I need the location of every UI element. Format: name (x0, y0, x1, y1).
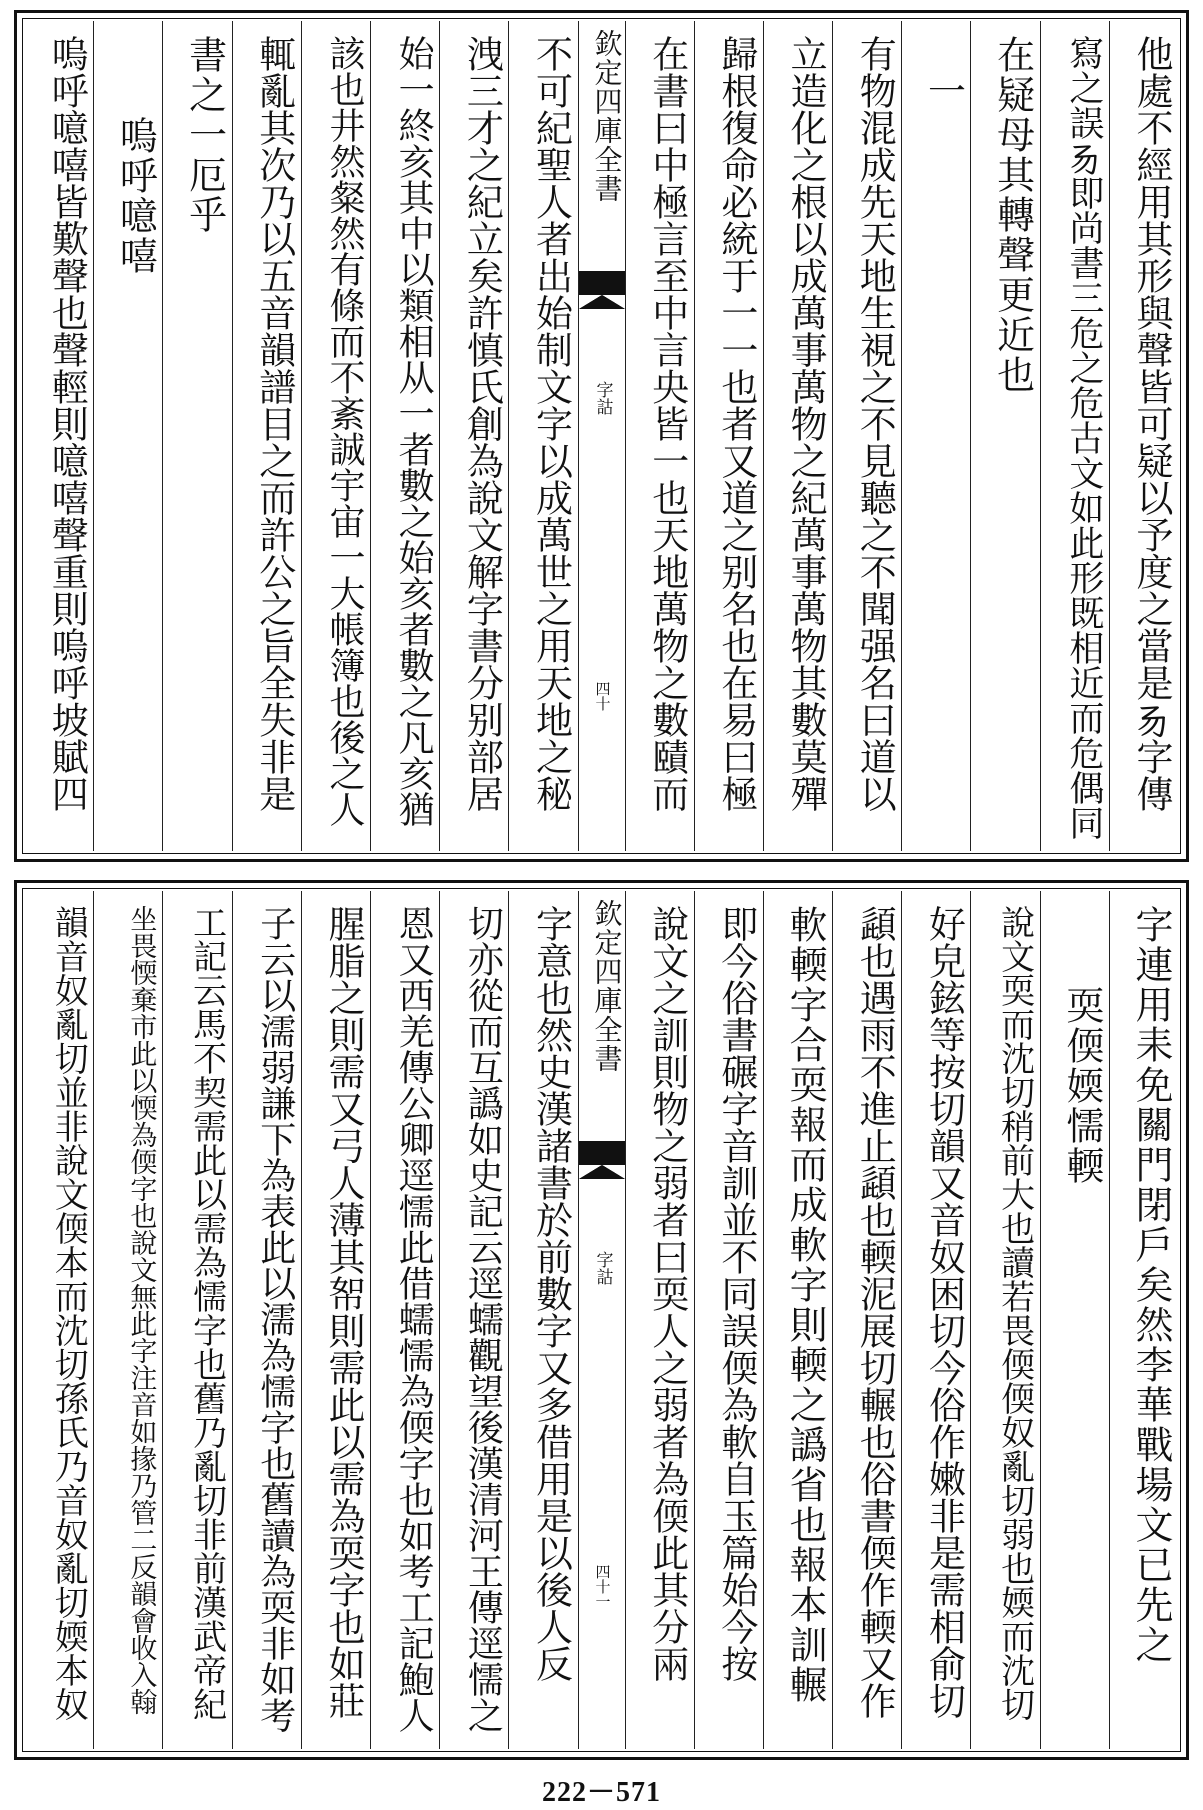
column-text: 在疑母其轉聲更近也 (990, 35, 1035, 395)
column-text: 恩又西羌傳公卿逕懦此借蠕懦為偄字也如考工記鮑人 (393, 905, 435, 1733)
column-text: 好皃鉉等按切韻又音奴困切今俗作嫩非是需相俞切 (922, 905, 966, 1719)
text-column (694, 21, 763, 851)
text-column (901, 891, 970, 1749)
column-text: 輒亂其次乃以五音韻譜目之而許公之旨全失非是 (252, 35, 296, 812)
column-text: 他處不經用其形與聲皆可疑以予度之當是𠃓字傳 (1130, 35, 1173, 812)
text-column (439, 21, 508, 851)
text-column (970, 891, 1039, 1749)
column-text: 有物混成先天地生視之不見聽之不聞强名曰道以 (853, 35, 897, 812)
column-text: 坐畏愞棄市此以愞為偄字也說文無此字注音如掾乃管二反韻會收入翰 (125, 905, 157, 1715)
text-column (694, 891, 763, 1749)
column-text: 一 (921, 71, 966, 111)
column-text: 工記云馬不契需此以需為懦字也舊乃亂切非前漢武帝紀 (186, 905, 227, 1721)
text-column (832, 21, 901, 851)
column-text: 書之一厄乎 (182, 35, 227, 235)
text-column (25, 891, 93, 1749)
text-column (1109, 21, 1178, 851)
fish-tail-mark (579, 1141, 625, 1165)
text-column (763, 21, 832, 851)
spine-title: 欽定四庫全書 (590, 899, 624, 1073)
text-column (508, 21, 577, 851)
spine-subtitle: 字詁 (592, 381, 613, 415)
text-column (901, 21, 970, 851)
spine-page-number: 四十 (593, 681, 612, 711)
top-page (14, 10, 1189, 862)
column-text: 始一終亥其中以類相从一者數之始亥者數之凡亥猶 (393, 35, 435, 827)
spine-subtitle: 字詁 (592, 1251, 613, 1285)
text-column (232, 891, 301, 1749)
text-column (93, 21, 162, 851)
column-text: 不可紀聖人者出始制文字以成萬世之用天地之秘 (529, 35, 573, 812)
text-column (625, 21, 694, 851)
page-spine (578, 891, 625, 1749)
page-spine (578, 21, 625, 851)
text-column (370, 21, 439, 851)
column-text: 立造化之根以成萬事萬物之紀萬事萬物其數莫殫 (784, 35, 828, 812)
text-column (970, 21, 1039, 851)
spine-title: 欽定四庫全書 (590, 29, 624, 203)
column-text: 字意也然史漢諸書於前數字又多借用是以後人反 (529, 905, 573, 1682)
bottom-page (14, 880, 1189, 1760)
column-text: 說文之訓則物之弱者曰耎人之弱者為偄此其分兩 (645, 905, 689, 1682)
text-column (439, 891, 508, 1749)
text-column (1040, 891, 1109, 1749)
column-text: 寫之誤𠃓即尚書三危之危古文如此形既相近而危偶同 (1063, 35, 1104, 840)
text-column (370, 891, 439, 1749)
text-column (301, 891, 370, 1749)
text-column (162, 891, 231, 1749)
column-text: 軟輭字合耎報而成軟字則輭之譌省也報本訓輾 (783, 905, 828, 1705)
text-column (832, 891, 901, 1749)
text-column (1109, 891, 1178, 1749)
column-text: 即今俗書碾字音訓並不同誤偄為軟自玉篇始今按 (714, 905, 758, 1682)
top-page-columns (25, 21, 1178, 851)
spine-page-number: 四十一 (593, 1564, 612, 1609)
column-text: 字連用耒免關門閉戶矣然李華戰場文已先之 (1129, 905, 1173, 1665)
column-text: 說文耎而沈切稍前大也讀若畏偄偄奴亂切弱也媆而沈切 (994, 905, 1035, 1721)
text-column (508, 891, 577, 1749)
column-text: 洩三才之紀立矣許慎氏創為說文解字書分别部居 (460, 35, 504, 812)
text-column (162, 21, 231, 851)
column-text: 歸根復命必統于一一也者又道之别名也在易曰極 (714, 35, 758, 812)
text-column (625, 891, 694, 1749)
column-text: 嗚呼噫嘻 (113, 116, 158, 276)
text-column (1040, 21, 1109, 851)
text-column (763, 891, 832, 1749)
fish-tail-mark (579, 271, 625, 295)
column-text: 嗚呼噫嘻皆歎聲也聲輕則噫嘻聲重則嗚呼坡賦四 (45, 35, 89, 812)
column-text: 子云以濡弱謙下為表此以濡為懦字也舊讀為耎非如考 (254, 905, 296, 1733)
text-column (25, 21, 93, 851)
column-text: 耎偄媆懦輭 (1059, 986, 1104, 1186)
text-column (93, 891, 162, 1749)
page-footer-number: 222－571 (541, 1777, 661, 1808)
text-column (301, 21, 370, 851)
column-text: 頿也遇雨不進止頿也輭泥展切輾也俗書偄作輭又作 (853, 905, 897, 1719)
column-text: 韻音奴亂切並非說文偄本而沈切孫氏乃音奴亂切媆本奴 (48, 905, 89, 1721)
bottom-page-columns (25, 891, 1178, 1749)
column-text: 切亦從而互譌如史記云逕蠕觀望後漢清河王傳逕懦之 (462, 905, 504, 1733)
column-text: 在書曰中極言至中言央皆一也天地萬物之數賾而 (645, 35, 689, 812)
column-text: 該也井然粲然有條而不紊誠宇宙一大帳簿也後之人 (323, 35, 365, 827)
column-text: 腥脂之則需又弓人薄其帤則需此以需為耎字也如莊 (321, 905, 365, 1719)
text-column (232, 21, 301, 851)
